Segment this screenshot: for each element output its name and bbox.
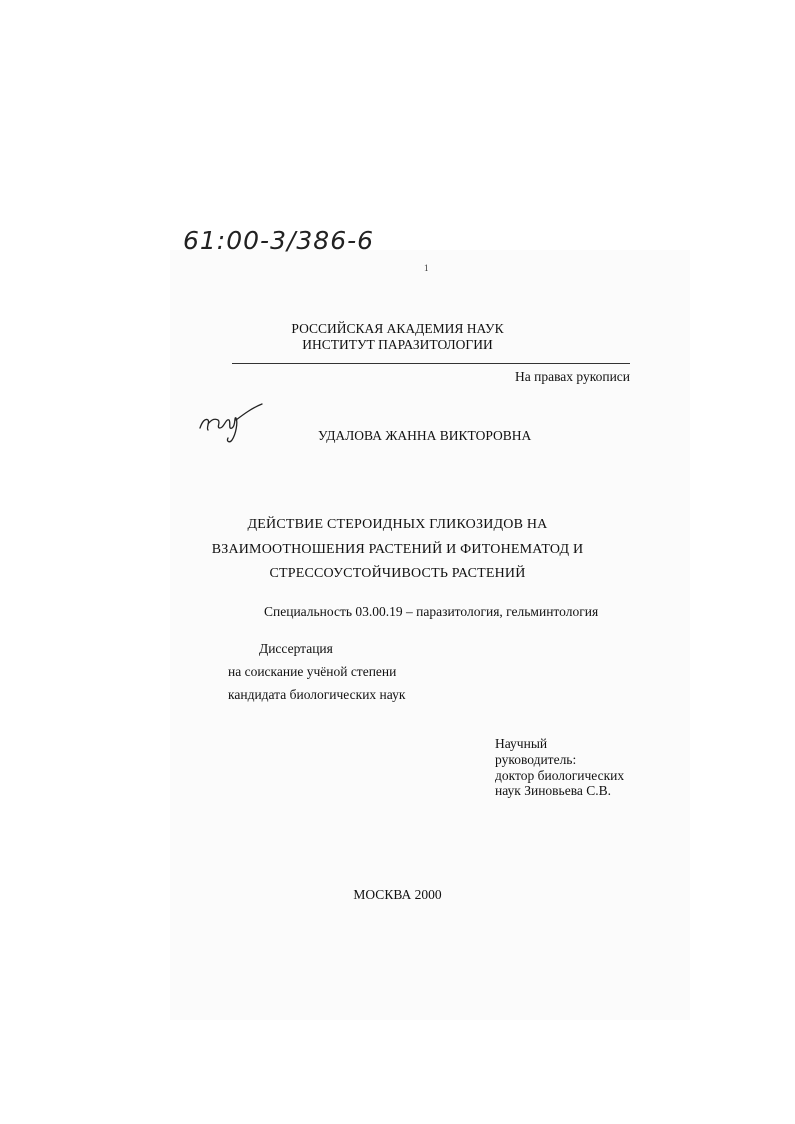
rights-note: На правах рукописи xyxy=(515,369,631,384)
archive-number: 61:00-3/386-6 xyxy=(183,226,375,255)
title-line-3: СТРЕССОУСТОЙЧИВОСТЬ РАСТЕНИЙ xyxy=(269,566,526,581)
city-year: МОСКВА 2000 xyxy=(353,887,442,902)
scan-background xyxy=(170,250,690,1020)
dissertation-line-2: на соискание учёной степени xyxy=(228,664,397,679)
supervisor-line-1: Научный xyxy=(495,736,548,751)
page-number: 1 xyxy=(424,263,429,273)
supervisor-line-4: наук Зиновьева С.В. xyxy=(495,783,612,798)
supervisor-line-3: доктор биологических xyxy=(495,768,625,783)
organization-line-2: ИНСТИТУТ ПАРАЗИТОЛОГИИ xyxy=(302,337,493,352)
dissertation-line-3: кандидата биологических наук xyxy=(228,687,406,702)
author-name: УДАЛОВА ЖАННА ВИКТОРОВНА xyxy=(318,428,532,443)
specialty: Специальность 03.00.19 – паразитология, гельминтология xyxy=(264,604,599,619)
title-line-1: ДЕЙСТВИЕ СТЕРОИДНЫХ ГЛИКОЗИДОВ НА xyxy=(247,517,548,532)
supervisor-line-2: руководитель: xyxy=(495,752,577,767)
organization-line-1: РОССИЙСКАЯ АКАДЕМИЯ НАУК xyxy=(291,321,504,336)
header-divider xyxy=(232,363,630,364)
dissertation-line-1: Диссертация xyxy=(259,641,333,656)
handwritten-signature-icon xyxy=(196,398,266,446)
title-line-2: ВЗАИМООТНОШЕНИЯ РАСТЕНИЙ И ФИТОНЕМАТОД И xyxy=(211,542,584,557)
